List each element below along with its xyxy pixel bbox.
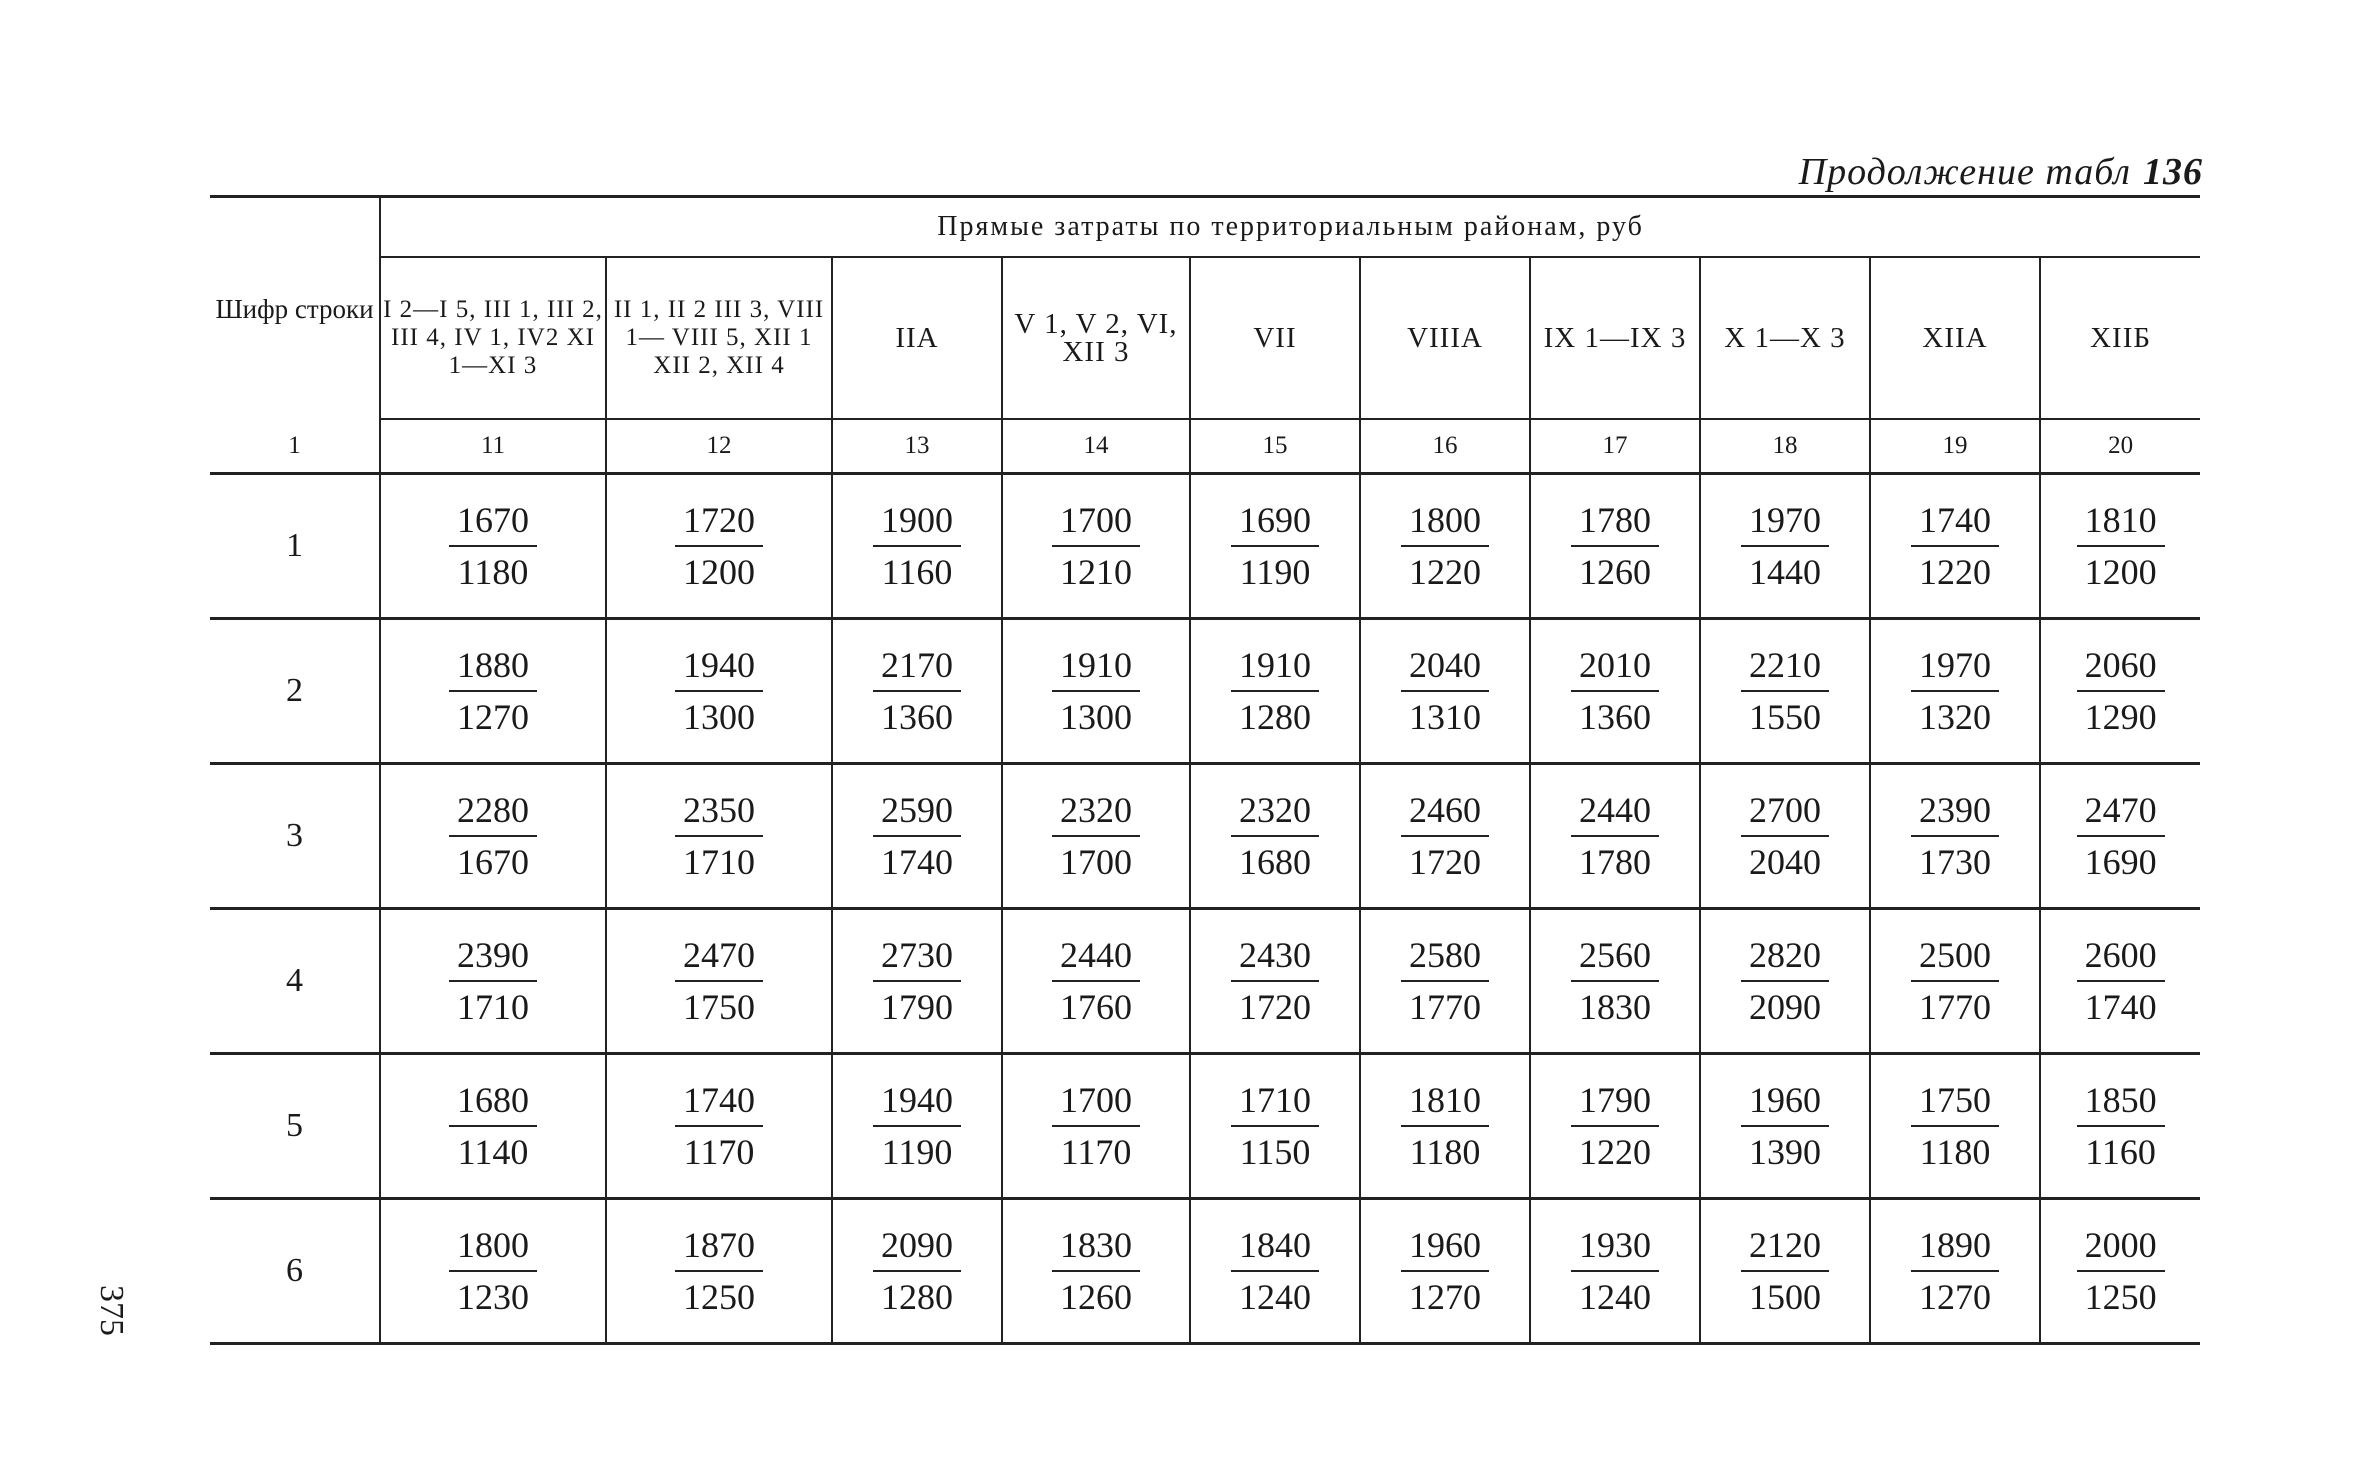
table-row [210,474,2200,619]
cost-cell [1700,474,1870,619]
cost-denominator: 1310 [1409,697,1481,737]
cost-cell [1002,1199,1190,1344]
table-row [210,619,2200,764]
cost-fraction [1052,930,1140,1032]
cost-fraction [1741,1220,1829,1322]
cost-denominator: 1240 [1579,1277,1651,1317]
cost-cell [606,1054,832,1199]
cost-fraction [1052,640,1140,742]
cost-denominator: 1320 [1919,697,1991,737]
cost-denominator: 1440 [1749,552,1821,592]
cost-cell [1700,909,1870,1054]
cost-denominator: 2040 [1749,842,1821,882]
cost-fraction [1911,785,1999,887]
cost-cell [832,619,1002,764]
cost-numerator: 1720 [675,495,763,547]
cost-denominator: 1290 [2084,697,2157,737]
cost-cell [1360,474,1530,619]
cost-numerator: 1940 [675,640,763,692]
cost-denominator: 1670 [457,842,529,882]
cost-numerator: 1690 [1231,495,1319,547]
cost-fraction [1911,640,1999,742]
cost-numerator: 1790 [1571,1075,1659,1127]
cost-numerator: 2390 [1911,785,1999,837]
cost-fraction [675,930,763,1032]
cost-denominator: 1220 [1919,552,1991,592]
cost-numerator: 2120 [1741,1220,1829,1272]
cost-cell [1190,1199,1360,1344]
cost-numerator: 1910 [1052,640,1140,692]
cost-fraction [1571,1075,1659,1177]
cost-fraction [1231,930,1319,1032]
cost-fraction [1231,640,1319,742]
row-code: 6 [210,1199,380,1344]
cost-numerator: 1670 [449,495,537,547]
cost-cell [1530,619,1700,764]
cost-cell [1530,1054,1700,1199]
cost-cell [1360,619,1530,764]
cost-fraction [449,930,537,1032]
cost-cell [1002,619,1190,764]
cost-numerator: 1810 [2077,495,2165,547]
cost-denominator: 1680 [1239,842,1311,882]
cost-denominator: 1250 [683,1277,755,1317]
cost-fraction [1401,785,1489,887]
cost-denominator: 1500 [1749,1277,1821,1317]
cost-cell [832,764,1002,909]
column-number: 16 [1360,419,1530,474]
cost-denominator: 1300 [1060,697,1132,737]
cost-cell [606,474,832,619]
column-number: 14 [1002,419,1190,474]
cost-cell [1700,764,1870,909]
cost-numerator: 1960 [1741,1075,1829,1127]
cost-cell [380,1054,606,1199]
cost-cell [2040,1054,2200,1199]
cost-numerator: 2470 [2077,785,2165,837]
column-number: 1 [210,419,380,474]
cost-fraction [675,495,763,597]
cost-denominator: 1390 [1749,1132,1821,1172]
cost-cell [1002,909,1190,1054]
costs-super-header: Прямые затраты по территориальным районам, руб [380,197,2200,258]
cost-numerator: 1870 [675,1220,763,1272]
column-number: 18 [1700,419,1870,474]
cost-numerator: 2350 [675,785,763,837]
column-number: 13 [832,419,1002,474]
cost-numerator: 1800 [1401,495,1489,547]
cost-cell [1870,474,2040,619]
cost-denominator: 1200 [683,552,755,592]
cost-fraction [873,495,961,597]
cost-denominator: 1300 [683,697,755,737]
cost-numerator: 1700 [1052,1075,1140,1127]
cost-cell [606,764,832,909]
cost-numerator: 1880 [449,640,537,692]
cost-denominator: 1270 [1919,1277,1991,1317]
cost-cell [1700,619,1870,764]
cost-numerator: 2460 [1401,785,1489,837]
cost-cell [2040,474,2200,619]
cost-numerator: 2590 [873,785,961,837]
cost-fraction [873,640,961,742]
cost-denominator: 1740 [2084,987,2157,1027]
cost-cell [380,764,606,909]
cost-cell [832,1054,1002,1199]
cost-cell [1700,1199,1870,1344]
cost-fraction [1571,930,1659,1032]
cost-denominator: 1190 [1239,552,1311,592]
cost-fraction [873,1220,961,1322]
cost-fraction [675,640,763,742]
row-code: 4 [210,909,380,1054]
cost-denominator: 1740 [881,842,953,882]
cost-denominator: 1210 [1060,552,1132,592]
row-code: 5 [210,1054,380,1199]
column-number: 15 [1190,419,1360,474]
cost-fraction [1052,1075,1140,1177]
cost-cell [380,909,606,1054]
cost-cell [832,1199,1002,1344]
cost-cell [606,619,832,764]
cost-fraction [449,495,537,597]
cost-fraction [2077,1075,2165,1177]
cost-numerator: 2560 [1571,930,1659,982]
cost-numerator: 2000 [2077,1220,2165,1272]
cost-cell [1530,1199,1700,1344]
cost-fraction [873,1075,961,1177]
table-row [210,909,2200,1054]
cost-numerator: 2440 [1052,930,1140,982]
column-number: 17 [1530,419,1700,474]
cost-numerator: 1900 [873,495,961,547]
cost-fraction [1231,1220,1319,1322]
cost-cell [2040,909,2200,1054]
cost-denominator: 1690 [2084,842,2157,882]
cost-fraction [1741,640,1829,742]
cost-numerator: 1830 [1052,1220,1140,1272]
cost-fraction [1741,1075,1829,1177]
cost-fraction [2077,640,2165,742]
cost-fraction [1911,495,1999,597]
cost-cell [1870,764,2040,909]
cost-fraction [675,1220,763,1322]
cost-fraction [1231,785,1319,887]
cost-cell [380,1199,606,1344]
cost-cell [606,909,832,1054]
table-row [210,1054,2200,1199]
cost-cell [1360,1199,1530,1344]
page-number: 375 [93,1285,130,1336]
cost-cell [1360,1054,1530,1199]
cost-fraction [1571,1220,1659,1322]
cost-denominator: 1200 [2084,552,2157,592]
cost-fraction [1401,640,1489,742]
cost-numerator: 2730 [873,930,961,982]
cost-denominator: 1360 [881,697,953,737]
cost-fraction [1911,930,1999,1032]
cost-cell [380,619,606,764]
cost-fraction [1401,930,1489,1032]
table-body [210,474,2200,1344]
region-header: IX 1—IX 3 [1530,257,1700,419]
cost-cell [832,474,1002,619]
cost-numerator: 1960 [1401,1220,1489,1272]
row-code: 3 [210,764,380,909]
cost-denominator: 1550 [1749,697,1821,737]
cost-cell [1530,909,1700,1054]
region-header: II 1, II 2 III 3, VIII 1— VIII 5, XII 1 XII 2, XII 4 [606,257,832,419]
cost-fraction [675,1075,763,1177]
cost-denominator: 1270 [1409,1277,1481,1317]
cost-denominator: 1710 [683,842,755,882]
cost-cell [606,1199,832,1344]
region-header: V 1, V 2, VI, XII 3 [1002,257,1190,419]
cost-fraction [1571,640,1659,742]
cost-denominator: 1830 [1579,987,1651,1027]
cost-fraction [1052,495,1140,597]
cost-numerator: 1970 [1741,495,1829,547]
cost-cell [1870,619,2040,764]
cost-numerator: 1680 [449,1075,537,1127]
cost-fraction [1741,930,1829,1032]
cost-denominator: 2090 [1749,987,1821,1027]
cost-denominator: 1720 [1239,987,1311,1027]
cost-cell [1190,474,1360,619]
cost-denominator: 1770 [1409,987,1481,1027]
cost-cell [2040,764,2200,909]
cost-denominator: 1170 [683,1132,755,1172]
cost-fraction [1401,1075,1489,1177]
cost-numerator: 2430 [1231,930,1319,982]
cost-denominator: 1750 [683,987,755,1027]
cost-numerator: 1780 [1571,495,1659,547]
cost-cell [1870,909,2040,1054]
cost-fraction [1571,495,1659,597]
cost-numerator: 1940 [873,1075,961,1127]
region-header: IIA [832,257,1002,419]
cost-cell [1190,764,1360,909]
region-header: VII [1190,257,1360,419]
column-number: 19 [1870,419,2040,474]
cost-fraction [675,785,763,887]
cost-denominator: 1240 [1239,1277,1311,1317]
cost-denominator: 1260 [1060,1277,1132,1317]
cost-denominator: 1730 [1919,842,1991,882]
cost-cell [2040,1199,2200,1344]
cost-fraction [1401,495,1489,597]
cost-fraction [1052,785,1140,887]
table-row [210,1199,2200,1344]
cost-fraction [449,1220,537,1322]
cost-numerator: 1750 [1911,1075,1999,1127]
column-number: 12 [606,419,832,474]
cost-denominator: 1220 [1579,1132,1651,1172]
continuation-label: Продолжение табл [1798,151,2131,193]
cost-numerator: 2470 [675,930,763,982]
column-number: 20 [2040,419,2200,474]
cost-numerator: 2280 [449,785,537,837]
cost-fraction [1571,785,1659,887]
cost-denominator: 1710 [457,987,529,1027]
region-header: XIIA [1870,257,2040,419]
cost-numerator: 2600 [2077,930,2165,982]
cost-numerator: 2010 [1571,640,1659,692]
cost-cell [1002,764,1190,909]
cost-numerator: 2440 [1571,785,1659,837]
cost-cell [1190,1054,1360,1199]
cost-numerator: 2320 [1231,785,1319,837]
cost-denominator: 1360 [1579,697,1651,737]
cost-numerator: 1970 [1911,640,1999,692]
cost-denominator: 1230 [457,1277,529,1317]
cost-denominator: 1160 [881,552,953,592]
cost-fraction [1052,1220,1140,1322]
row-code: 1 [210,474,380,619]
cost-denominator: 1260 [1579,552,1651,592]
cost-fraction [1741,495,1829,597]
region-header: XIIБ [2040,257,2200,419]
cost-numerator: 2500 [1911,930,1999,982]
cost-denominator: 1760 [1060,987,1132,1027]
row-code: 2 [210,619,380,764]
cost-denominator: 1250 [2084,1277,2157,1317]
cost-denominator: 1280 [881,1277,953,1317]
region-header: X 1—X 3 [1700,257,1870,419]
cost-fraction [1231,495,1319,597]
cost-denominator: 1280 [1239,697,1311,737]
cost-cell [832,909,1002,1054]
cost-fraction [1231,1075,1319,1177]
cost-denominator: 1180 [457,552,529,592]
cost-denominator: 1790 [881,987,953,1027]
cost-denominator: 1220 [1409,552,1481,592]
cost-denominator: 1150 [1239,1132,1311,1172]
cost-denominator: 1190 [881,1132,953,1172]
cost-cell [1360,909,1530,1054]
cost-table [210,195,2200,1345]
cost-numerator: 2580 [1401,930,1489,982]
cost-numerator: 1850 [2077,1075,2165,1127]
cost-fraction [449,640,537,742]
cost-numerator: 1890 [1911,1220,1999,1272]
cost-fraction [2077,785,2165,887]
cost-numerator: 2320 [1052,785,1140,837]
cost-numerator: 2700 [1741,785,1829,837]
column-number: 11 [380,419,606,474]
cost-numerator: 1930 [1571,1220,1659,1272]
table-row [210,764,2200,909]
cost-cell [1002,1054,1190,1199]
cost-cell [1870,1054,2040,1199]
cost-cell [2040,619,2200,764]
cost-numerator: 1740 [675,1075,763,1127]
code-column-header: Шифр строки [210,197,380,420]
cost-cell [1190,619,1360,764]
cost-cell [1360,764,1530,909]
cost-numerator: 1800 [449,1220,537,1272]
cost-denominator: 1170 [1060,1132,1132,1172]
cost-fraction [1401,1220,1489,1322]
cost-numerator: 1840 [1231,1220,1319,1272]
cost-numerator: 2170 [873,640,961,692]
cost-fraction [449,785,537,887]
cost-fraction [873,930,961,1032]
cost-cell [1530,474,1700,619]
cost-fraction [2077,1220,2165,1322]
cost-numerator: 2090 [873,1220,961,1272]
cost-cell [1700,1054,1870,1199]
cost-denominator: 1180 [1409,1132,1481,1172]
cost-denominator: 1160 [2085,1132,2156,1172]
cost-fraction [873,785,961,887]
table-number: 136 [2143,151,2203,193]
cost-denominator: 1270 [457,697,529,737]
cost-denominator: 1770 [1919,987,1991,1027]
region-header: VIIIA [1360,257,1530,419]
cost-cell [380,474,606,619]
cost-cell [1190,909,1360,1054]
cost-numerator: 1810 [1401,1075,1489,1127]
cost-cell [1530,764,1700,909]
cost-numerator: 1910 [1231,640,1319,692]
cost-numerator: 2040 [1401,640,1489,692]
cost-numerator: 2210 [1741,640,1829,692]
cost-numerator: 1710 [1231,1075,1319,1127]
cost-numerator: 1740 [1911,495,1999,547]
cost-denominator: 1180 [1919,1132,1991,1172]
cost-fraction [449,1075,537,1177]
cost-fraction [1911,1075,1999,1177]
cost-denominator: 1780 [1579,842,1651,882]
cost-denominator: 1700 [1060,842,1132,882]
cost-fraction [2077,930,2165,1032]
cost-numerator: 1700 [1052,495,1140,547]
continuation-caption [1799,150,2203,194]
region-header: I 2—I 5, III 1, III 2, III 4, IV 1, IV2 XI 1—XI 3 [380,257,606,419]
cost-numerator: 2060 [2077,640,2165,692]
cost-fraction [2077,495,2165,597]
cost-numerator: 2820 [1741,930,1829,982]
cost-fraction [1911,1220,1999,1322]
cost-cell [1870,1199,2040,1344]
cost-denominator: 1720 [1409,842,1481,882]
cost-cell [1002,474,1190,619]
cost-fraction [1741,785,1829,887]
cost-numerator: 2390 [449,930,537,982]
cost-denominator: 1140 [457,1132,529,1172]
